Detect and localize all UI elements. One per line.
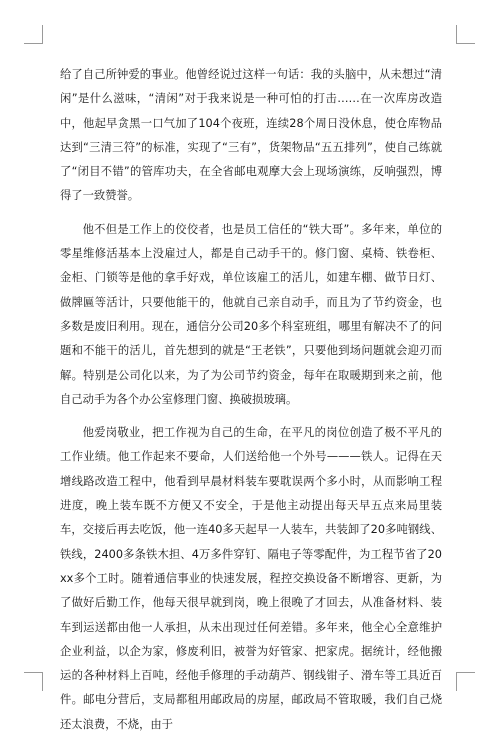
crop-mark-bottom-right [456,672,475,691]
crop-mark-top-right [456,25,475,44]
document-body [60,63,442,737]
paragraph-1: 给了自己所钟爱的事业。他曾经说过这样一句话：我的头脑中，从未想过“清闲”是什么滋味，“清闲”对于我来说是一种可怕的打击……在一次库房改造中，他起早贪黑一口气加了104个夜班，连续28个周日没休息，使仓库物品达到“三清三符”的标准，实现了“三有”，货架物品“五五排列”，使自己练就了“闭目不错”的管库功夫，在全省邮电观摩大会上现场演练，反响强烈，博得了一致赞誉。 [60,68,442,203]
paragraph-3: 他爱岗敬业，把工作视为自己的生命，在平凡的岗位创造了极不平凡的工作业绩。他工作起来不要命，人们送给他一个外号———铁人。记得在天增线路改造工程中，他看到早晨材料装车要耽误两个多小时，从而影响工程进度，晚上装车既不方便又不安全，于是他主动提出每天早五点来局里装车，交接后再去吃饭，他一连40多天起早一人装车，共装卸了20多吨钢线、铁线，2400多条铁木担、4万多件穿钉、隔电子等零配件，为工程节省了20xx多个工时。随着通信事业的快速发展，程控交换设备不断增容、更新，为了做好后勤工作，他每天很早就到岗，晚上很晚了才回去，从准备材料、装车到运送都由他一人承担，从未出现过任何差错。多年来，他全心全意维护企业利益，以企为家，修废利旧，被誉为好管家、把家虎。据统计，经他搬运的各种材料上百吨，经他手修理的手动葫芦、钢线钳子、滑车等工具近百件。邮电分营后，支局都租用邮政局的房屋，邮政局不管取暖，我们自己烧还太浪费，不烧，由于 [60,426,442,731]
crop-mark-bottom-left [24,672,43,691]
paragraph-2: 他不但是工作上的佼佼者，也是员工信任的“铁大哥”。多年来，单位的零星维修活基本上没雇过人，都是自己动手干的。修门窗、桌椅、铁卷柜、金柜、门锁等是他的拿手好戏，单位该雇工的活儿，如建车棚、做节日灯、做牌匾等活计，只要他能干的，他就自己亲自动手，而且为了节约资金，也多数是废旧利用。现在，通信分公司20多个科室班组，哪里有解决不了的问题和不能干的活儿，首先想到的就是“王老铁”，只要他到场问题就会迎刃而解。特别是公司化以来，为了为公司节约资金，每年在取暖期到来之前，他自己动手为各个办公室修理门窗、换破损玻璃。 [60,222,442,406]
crop-mark-top-left [24,25,43,44]
